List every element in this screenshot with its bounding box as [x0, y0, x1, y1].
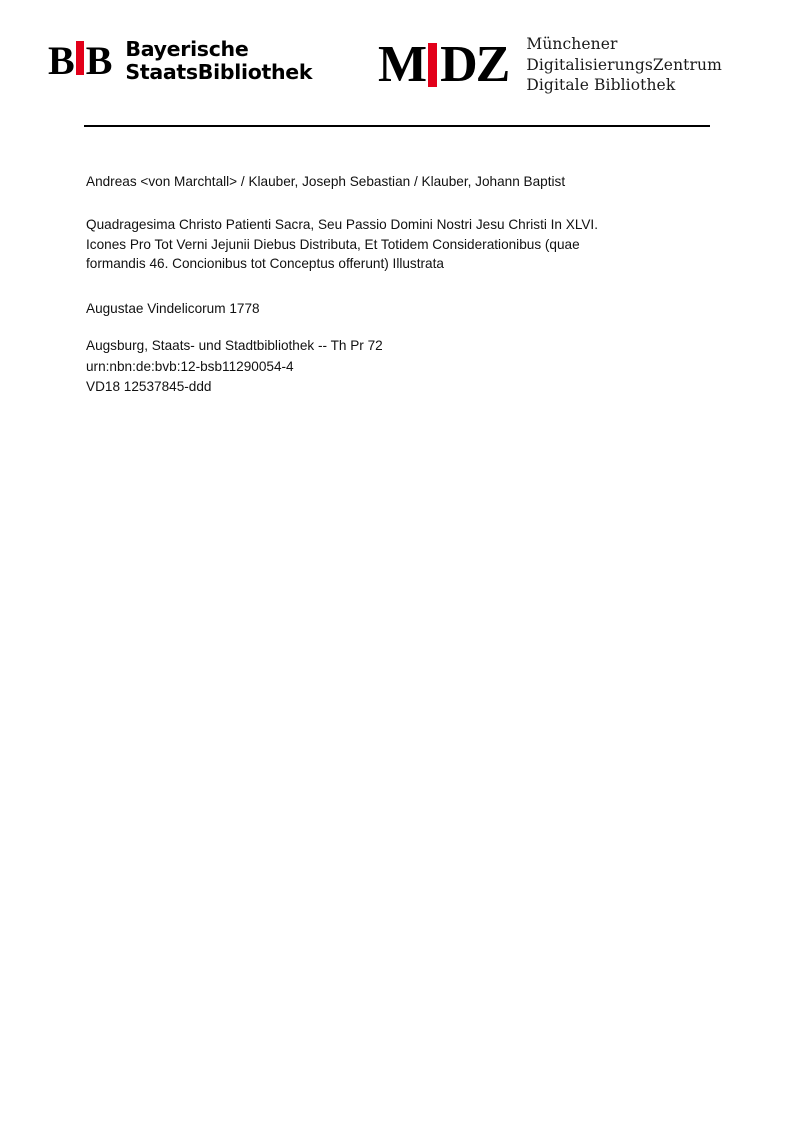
record-holding-library: Augsburg, Staats- und Stadtbibliothek -- Th Pr 72	[86, 338, 383, 354]
page-header	[0, 0, 794, 130]
record-urn: urn:nbn:de:bvb:12-bsb11290054-4	[86, 358, 294, 374]
bsb-logo-line2: StaatsBibliothek	[125, 59, 313, 84]
mdz-logo-letters-dz: DZ	[440, 35, 509, 93]
bsb-logo-letter-b2: B	[85, 38, 112, 84]
bsb-logo-letter-b1: B	[48, 38, 74, 84]
bsb-logo	[48, 38, 312, 84]
mdz-logo	[378, 34, 722, 96]
bsb-logo-line1: Bayerische	[125, 37, 249, 61]
mdz-logo-accent-bar	[428, 43, 437, 87]
record-imprint: Augustae Vindelicorum 1778	[86, 301, 260, 317]
record-authors: Andreas <von Marchtall> / Klauber, Joseph Sebastian / Klauber, Johann Baptist	[86, 174, 566, 189]
bsb-logo-wordmark	[125, 38, 312, 84]
mdz-logo-line1: Münchener	[526, 35, 618, 53]
mdz-logo-line2: DigitalisierungsZentrum	[526, 55, 722, 74]
bsb-logo-mark	[48, 38, 112, 84]
record-title: Quadragesima Christo Patienti Sacra, Seu Passio Domini Nostri Jesu Christi In XLVI. Icones Pro Tot Verni Jejunii Diebus Distributa, Et Totidem Considerationibus (quae formandis 46. Concionibus tot Conceptus offerunt) Illustrata	[86, 217, 598, 271]
bibliographic-record	[86, 172, 646, 397]
header-divider	[84, 125, 710, 127]
record-holding-block	[86, 336, 646, 396]
mdz-logo-wordmark	[526, 34, 722, 96]
mdz-logo-letter-m: M	[378, 35, 426, 93]
mdz-logo-mark	[378, 35, 509, 93]
mdz-logo-line3: Digitale Bibliothek	[526, 76, 676, 95]
bsb-logo-accent-bar	[76, 41, 84, 75]
record-vd-number: VD18 12537845-ddd	[86, 379, 212, 395]
